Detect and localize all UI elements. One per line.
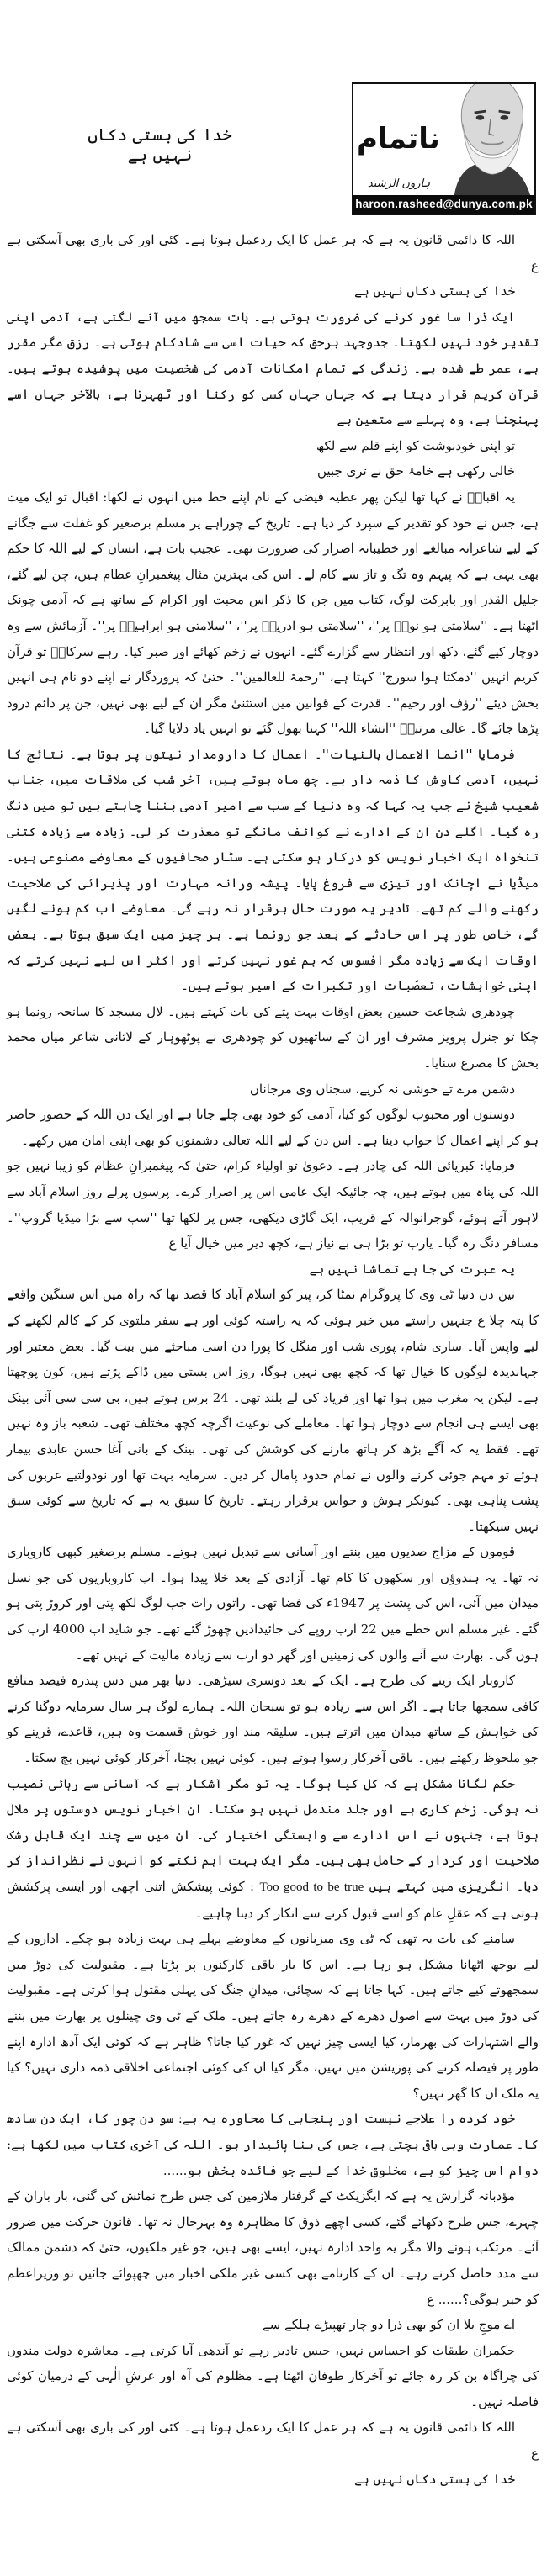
- paragraph-text: یہ اقبالؒ نے کہا تھا لیکن پھر عطیہ فیضی کے نام اپنے خط میں انہوں نے لکھا: اقبال تو ایک میت ہے، جس نے خود کو تقدیر کے سپرد کر دیا ہے۔ تاریخ کے چوراہے پر مسلم برصغیر کو غفلت سے جگانے کے لیے شاعرانہ مبالغے اور خطیبانہ اصرار کی ضرورت تھی۔ عجیب بات ہے، انسان کے لیے اللہ کا حکم بھی یہی ہے کہ پیہم وہ تگ و تاز سے کام لے۔ اس کی بہترین مثال پیغمبرانِ عظام ہیں، چن لیے گئے، جلیل القدر اور بابرکت لوگ، کتاب میں جن کا ذکر اس محبت اور اکرام کے ساتھ ہے کہ آدمی چونک اٹھتا ہے۔ ''سلامتی ہو نوحؑ پر''، ''سلامتی ہو ادریسؑ پر''، ''سلامتی ہو ابراہیمؑ پر''۔ آزمائش سے وہ دوچار کیے گئے، دکھ اور انتظار سے گزارے گئے۔ انہوں نے زخم کھائے اور صبر کیا۔ رہے سرکارؐ تو قرآن کریم انہیں ''دمکتا ہوا سورج'' کہتا ہے، ''رحمۃ للعالمین''۔ حتیٰ کہ پروردگار نے اپنے دو نام ہی انہیں بخش دیئے ''رؤف اور رحیم''۔ قدرت کے قوانین میں استثنیٰ مگر ان کے لیے بھی نہیں، جن پر دائم درود پڑھا جائے گا۔ عالی مرتبتؐ ''انشاء اللہ'' کہنا بھول گئے تو انہیں یاد دلایا گیا۔: [7, 489, 539, 737]
- author-email[interactable]: haroon.rasheed@dunya.com.pk: [353, 195, 534, 214]
- paragraph-text: خود کردہ را علاجے نیست اور پنجابی کا محاورہ یہ ہے: سو دن چور کا، ایک دن سادھ کا۔ عمارت وہی باقی بچتی ہے، جس کی بنا پائیدار ہو۔ اللہ کی آخری کتاب میں لکھا ہے: دوام اس چیز کو ہے، مخلوقِ خدا کے لیے جو فائدہ بخش ہو......: [7, 2111, 539, 2178]
- article-paragraph: [7, 1668, 539, 1770]
- paragraph-text: حکمران طبقات کو احساس نہیں، حبس تادیر رہے تو آندھی آیا کرتی ہے۔ معاشرہ دولت مندوں کی چراگاہ بن کر رہ جائے تو آخرکار طوفان اٹھتا ہے۔ مظلوم کی آہ اور عرشِ الٰہی کے درمیان کوئی فاصلہ نہیں۔: [7, 2342, 539, 2409]
- author-portrait-icon: [445, 82, 534, 198]
- paragraph-text: حکم لگانا مشکل ہے کہ کل کیا ہوگا۔ یہ تو مگر آشکار ہے کہ آسانی سے رہائی نصیب نہ ہوگی۔ زخم کاری ہے اور جلد مندمل نہیں ہو سکتا۔ ان اخبار نویس دوستوں پر ملال ہوتا ہے، جنہوں نے اس ادارے سے وابستگی اختیار کی۔ ان میں سے چند ایک قابل رشک صلاحیت اور کردار کے حامل بھی ہیں۔ مگر ایک بہت اہم نکتے کو انہوں نے نظرانداز کر دیا۔ انگریزی میں کہتے ہیں: [7, 1775, 539, 1894]
- article-paragraph: [7, 304, 539, 433]
- article-paragraph: [7, 1539, 539, 1668]
- paragraph-text: تو اپنی خودنوشت کو اپنے قلم سے لکھ: [316, 437, 515, 453]
- verse-line: [7, 1076, 539, 1103]
- author-name: ہارون الرشید: [358, 177, 439, 192]
- article-paragraph: [7, 1102, 539, 1153]
- paragraph-text: دوستوں اور محبوب لوگوں کو کیا، آدمی کو خود بھی چلے جانا ہے اور ایک دن اللہ کے حضور حاضر ہو کر اپنے اعمال کا جواب دینا ہے۔ اس دن کے لیے اللہ تعالیٰ دشمنوں کو بھی اپنی امان میں رکھے۔: [7, 1107, 539, 1148]
- article-paragraph: [7, 484, 539, 742]
- article-paragraph: [7, 1771, 539, 1927]
- article-paragraph: [7, 2183, 539, 2312]
- paragraph-text: خالی رکھی ہے خامۂ حق نے تری جبیں: [316, 463, 515, 479]
- verse-line: [7, 433, 539, 459]
- paragraph-text: کاروبار ایک زینے کی طرح ہے۔ ایک کے بعد دوسری سیڑھی۔ دنیا بھر میں دس پندرہ فیصد منافع کافی سمجھا جاتا ہے۔ اگر اس سے زیادہ ہو تو سبحان اللہ۔ ہمارے لوگ ہر سال سرمایہ دوگنا کرنے کی خواہش کے ساتھ میدان میں اترتے ہیں۔ سلیقہ مند اور خوش قسمت وہ ہیں، قاعدے، قرینے کو جو ملحوظ رکھتے ہیں۔ باقی آخرکار رسوا ہوتے ہیں۔ کوئی نہیں بچتا، آخرکار کوئی نہیں بچ سکتا۔: [7, 1673, 539, 1766]
- column-name: ناتمام: [357, 122, 440, 156]
- verse-line: [7, 1256, 539, 1283]
- paragraph-text: خدا کی بستی دکاں نہیں ہے: [354, 2471, 515, 2487]
- verse-line: [7, 278, 539, 304]
- article-paragraph: [7, 2415, 539, 2466]
- verse-line: [7, 2467, 539, 2493]
- article-paragraph: [7, 2106, 539, 2183]
- article-body: [7, 227, 539, 2492]
- verse-line: [7, 458, 539, 484]
- paragraph-text: سامنے کی بات یہ تھی کہ ٹی وی میزبانوں کے معاوضے پہلے ہی بہت زیادہ ہو چکے۔ اداروں کے لیے بوجھ اٹھانا مشکل ہو رہا ہے۔ اس کا بار باقی کارکنوں پر پڑتا ہے۔ مقبولیت کی دوڑ میں سمجھوتے کیے جاتے ہیں۔ کہا جاتا ہے کہ سچائی، میدانِ جنگ کی پہلی مقتول ہوا کرتی ہے۔ مقبولیت کی دوڑ میں بہت سے اصول دھرے کے دھرے رہ جاتے ہیں۔ ملک کے ٹی وی چینلوں پر بھارت میں بننے والے اشتہارات کی بھرمار، کیا ایسی چیز نہیں کہ غور کیا جاتا؟ ظاہر ہے کہ کوئی ایک آدھ ادارہ اپنے طور پر فیصلہ کرنے کی پوزیشن میں نہیں، مگر کیا ان کی کوئی اجتماعی اخلاقی ذمہ داری نہیں؟ کیا یہ ملک ان کا گھر نہیں؟: [7, 1931, 539, 2101]
- column-header: [0, 0, 547, 219]
- paragraph-text: اللہ کا دائمی قانون یہ ہے کہ ہر عمل کا ایک ردعمل ہوتا ہے۔ کئی اور کی باری بھی آسکتی ہے ع: [7, 2420, 539, 2462]
- paragraph-text: خدا کی بستی دکاں نہیں ہے: [354, 283, 515, 299]
- article-paragraph: [7, 742, 539, 999]
- paragraph-text: قوموں کے مزاج صدیوں میں بنتے اور آسانی سے تبدیل نہیں ہوتے۔ مسلم برصغیر کبھی کاروباری نہ تھا۔ یہ ہندوؤں اور سکھوں کا کام تھا۔ آزادی کے بعد خلا پیدا ہوا۔ اب کاروباریوں کی جو نسل میدان میں آئی، اس کی پشت پر 1947ء کی فضا تھی۔ راتوں رات جب لوگ لکھ پتی اور کروڑ پتی ہو گئے۔ غیر مسلم اس خطے میں 22 ارب روپے کی جائیدادیں چھوڑ گئے تھے۔ جو شاید اب 4000 ارب کی ہوں گی۔ بھارت سے آنے والوں کی زمینیں اور گھر دو ارب سے زیادہ مالیت کے نہیں تھے۔: [7, 1544, 539, 1663]
- paragraph-text: فرمایا ''انما الاعمال بالنیات''۔ اعمال کا دارومدار نیتوں پر ہوتا ہے۔ نتائج کا نہیں، آدمی کاوش کا ذمہ دار ہے۔ چھ ماہ ہوتے ہیں، آخر شب کی ملاقات میں، جناب شعیب شیخ نے جب یہ کہا کہ وہ دنیا کے سب سے امیر آدمی بننا چاہتے ہیں تو میں دنگ رہ گیا۔ اگلے دن ان کے ادارے نے کوائف مانگے تو معذرت کر لی۔ زیادہ سے زیادہ کتنی تنخواہ ایک اخبار نویس کو درکار ہو سکتی ہے۔ سٹار صحافیوں کے معاوضے مصنوعی ہیں۔ میڈیا نے اچانک اور تیزی سے فروغ پایا۔ پیشہ ورانہ مہارت اور پذیرائی کی صلاحیت رکھنے والے کم تھے۔ تادیر یہ صورت حال برقرار نہ رہے گی۔ معاوضے اب کم ہونے لگیں گے، خاص طور پر اس حادثے کے بعد جو رونما ہے۔ ہر چیز میں ایک سبق ہوتا ہے۔ بعض اوقات ایک سے زیادہ مگر افسوس کہ ہم غور نہیں کرتے اور اکثر اس لیے نہیں کرتے کہ اپنی خواہشات، تعصّبات اور تکبرات کے اسیر ہوتے ہیں۔: [7, 746, 539, 994]
- paragraph-text: فرمایا: کبریائی اللہ کی چادر ہے۔ دعویٰ تو اولیاء کرام، حتیٰ کہ پیغمبرانِ عظام کو زیبا نہیں جو اللہ کی پناہ میں ہوتے ہیں، چہ جائیکہ ایک عامی اس پر اصرار کرے۔ پرسوں پرلے روز اسلام آباد سے لاہور آتے ہوئے، گوجرانوالہ کے قریب، ایک گاڑی دیکھی، جس پر لکھا تھا ''سب سے بڑا میڈیا گروپ''۔ مسافر دنگ رہ گیا۔ یارب تو بڑا ہی بے نیاز ہے، کچھ دیر میں خیال آیا ع: [7, 1158, 539, 1251]
- verse-line: [7, 2312, 539, 2338]
- paragraph-text-continued: : کوئی پیشکش اتنی اچھی اور ایسی پرکشش ہوتی ہے کہ عقلِ عام کو اسے قبول کرنے سے انکار کر دینا چاہیے۔: [7, 1879, 539, 1921]
- english-phrase: Too good to be true: [259, 1880, 364, 1894]
- paragraph-text: دشمن مرے تے خوشی نہ کریے، سجناں وی مرجاناں: [249, 1081, 515, 1097]
- paragraph-text: مؤدبانہ گزارش یہ ہے کہ ایگزیکٹ کے گرفتار ملازمین کی جس طرح نمائش کی گئی، بار باران کے چہرے، جس طرح دکھائے گئے، کسی اچھے ذوق کا مظاہرہ وہ بہرحال نہ تھا۔ قانون حرکت میں ضرور آئے۔ مرتکب ہونے والا مگر یہ واحد ادارہ نہیں، ایسے بھی ہیں، جو غیر ملکیوں، حتیٰ کہ دشمن ممالک سے مدد حاصل کرتے رہے۔ ان کے کارنامے بھی کسی غیر ملکی اخبار میں چھپوائے جائیں تو وزیراعظم کو خبر ہوگی؟...... ع: [7, 2188, 539, 2307]
- article-paragraph: [7, 1926, 539, 2106]
- paragraph-text: چودھری شجاعت حسین بعض اوقات بہت پتے کی بات کہتے ہیں۔ لال مسجد کا سانحہ رونما ہو چکا تو جنرل پرویز مشرف اور ان کے ساتھیوں کو چودھری نے پوٹھوہار کے لاثانی شاعر میاں محمد بخش کا مصرع سنایا۔: [7, 1003, 539, 1071]
- article-paragraph: [7, 227, 539, 278]
- article-paragraph: [7, 2338, 539, 2415]
- article-paragraph: [7, 1282, 539, 1539]
- paragraph-text: ایک ذرا سا غور کرنے کی ضرورت ہوتی ہے۔ بات سمجھ میں آنے لگتی ہے، آدمی اپنی تقدیر خود نہیں لکھتا۔ جدوجہد برحق کہ حیات اسی سے شادکام ہوتی ہے۔ رزق مگر مقرر ہے، عمر طے شدہ ہے۔ زندگی کے تمام امکانات آدمی کی شخصیت میں پوشیدہ ہوتے ہیں۔ قرآن کریم قرار دیتا ہے کہ جہاں جہاں کسی کو رکنا اور ٹھہرنا ہے، بالآخر جہاں اسے پہنچنا ہے، وہ پہلے سے متعین ہے: [7, 309, 539, 428]
- article-paragraph: [7, 999, 539, 1076]
- paragraph-text: اللہ کا دائمی قانون یہ ہے کہ ہر عمل کا ایک ردعمل ہوتا ہے۔ کئی اور کی باری بھی آسکتی ہے ع: [7, 232, 539, 273]
- paragraph-text: یہ عبرت کی جا ہے تماشا نہیں ہے: [309, 1261, 515, 1277]
- paragraph-text: تین دن دنیا ٹی وی کا پروگرام نمٹا کر، پیر کو اسلام آباد کا قصد تھا کہ راہ میں اس سنگین واقعے کا پتہ چلا ع جنہیں راستے میں خبر ہوئی کہ یہ راستہ کوئی اور ہے سفر ملتوی کر کے کالم لکھنے کے لیے واپس آیا۔ ساری شام، پوری شب اور منگل کا پورا دن اسی مباحثے میں بیت گیا۔ بعض معتبر اور جہاندیدہ لوگوں کا خیال تھا کہ کچھ بھی نہیں ہوگا، روز اس بستی میں ڈاکے پڑتے ہیں، کون پوچھتا ہے۔ لیکن یہ مغرب میں ہوا تھا اور فریاد کی لے بلند تھی۔ 24 برس ہوتے ہیں، بی سی سی آئی بینک بھی ایسے ہی انجام سے دوچار ہوا تھا۔ معاملے کی نوعیت اگرچہ کچھ مختلف تھی۔ شعبہ باز وہ نہیں تھے۔ فقط یہ کہ آگے بڑھ کر ہاتھ مارنے کی کوشش کی تھی۔ بینک کے بانی آغا حسن عابدی بیمار ہوئے تو مہم جوئی کرنے والوں نے تمام حدود پامال کر دیں۔ سرمایہ بہت تھا اور نودولتیے عربوں کی پشت پناہی بھی۔ کیونکر ہوش و حواس برقرار رہتے۔ تاریخ کا سبق یہ ہے کہ تاریخ سے کوئی سبق نہیں سیکھتا۔: [7, 1287, 539, 1534]
- column-logo: [352, 82, 536, 215]
- article-paragraph: [7, 1153, 539, 1256]
- paragraph-text: اے موجِ بلا ان کو بھی ذرا دو چار تھپیڑے ہلکے سے: [262, 2317, 515, 2333]
- article-headline: خدا کی بستی دکاں نہیں ہے: [88, 124, 232, 165]
